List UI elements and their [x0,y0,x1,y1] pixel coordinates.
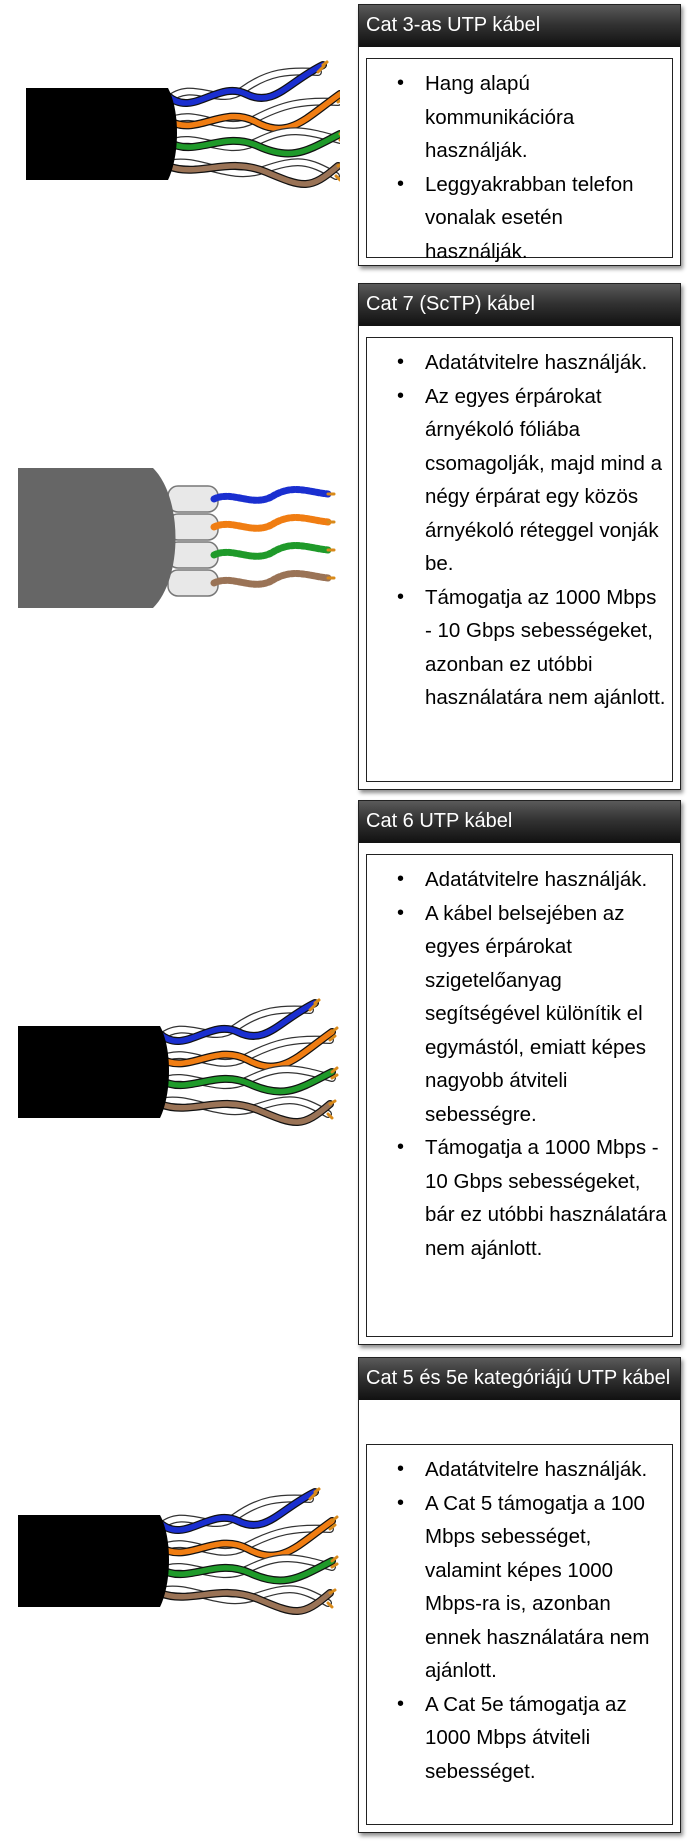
bullet-list [367,338,672,715]
panel-body [366,1444,673,1825]
panel-body [366,58,673,263]
bullet-item: • Adatátvitelre használják. [367,863,670,897]
section-cat3 [0,0,697,270]
shielded-cable-icon [0,463,340,613]
bullet-item: • Az egyes érpárokat árnyékoló fóliába csomagolják, majd mind a négy érpárat egy közös árnyékoló réteggel vonják be. [367,380,670,581]
panel-body [366,854,673,1337]
info-panel [358,1357,681,1833]
panel-body [366,337,673,782]
info-panel [358,283,681,790]
bullet-item: • A Cat 5e támogatja az 1000 Mbps átviteli sebességet. [367,1688,670,1789]
info-panel [358,800,681,1345]
bullet-list [367,59,672,268]
panel-title: Cat 7 (ScTP) kábel [359,284,680,326]
bullet-item: • A Cat 5 támogatja a 100 Mbps sebességet, valamint képes 1000 Mbps-ra is, azonban ennek használatára nem ajánlott. [367,1487,670,1688]
bullet-item: • Adatátvitelre használják. [367,1453,670,1487]
bullet-item: • A kábel belsejében az egyes érpárokat szigetelőanyag segítségével különítik el egymástól, emiatt képes nagyobb átviteli sebességre. [367,897,670,1132]
bullet-item: • Hang alapú kommunikációra használják. [367,67,670,168]
bullet-item: • Adatátvitelre használják. [367,346,670,380]
section-cat7 [0,283,697,793]
bullet-item: • Támogatja a 1000 Mbps - 10 Gbps sebességeket, bár ez utóbbi használatára nem ajánlott. [367,1131,670,1265]
bullet-item: • Leggyakrabban telefon vonalak esetén használják. [367,168,670,269]
info-panel [358,4,681,266]
utp-cable-icon [0,1487,340,1637]
utp-cable-icon [0,60,340,210]
panel-title: Cat 6 UTP kábel [359,801,680,843]
bullet-list [367,855,672,1265]
bullet-list [367,1445,672,1788]
panel-title: Cat 5 és 5e kategóriájú UTP kábel [359,1358,680,1400]
section-cat6 [0,800,697,1345]
panel-title: Cat 3-as UTP kábel [359,5,680,47]
section-cat5 [0,1357,697,1837]
utp-cable-icon [0,998,340,1148]
bullet-item: • Támogatja az 1000 Mbps - 10 Gbps sebességeket, azonban ez utóbbi használatára nem ajánlott. [367,581,670,715]
